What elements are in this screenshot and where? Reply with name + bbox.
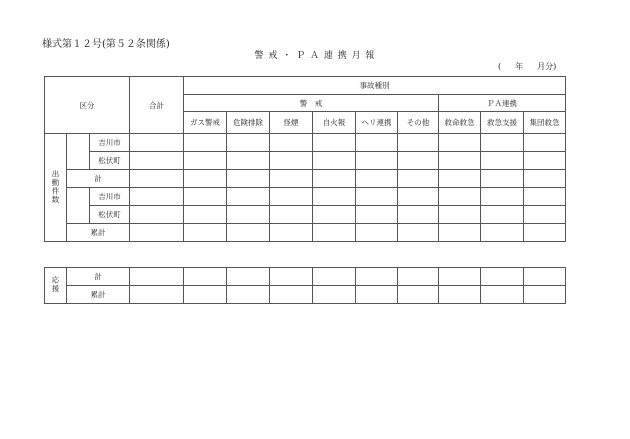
- keikai-header: 警 戒: [184, 95, 439, 112]
- form-number-label: 様式第１２号(第５２条関係): [42, 39, 170, 50]
- row-label: 吉川市: [90, 134, 130, 152]
- support-label: 応援: [45, 268, 67, 304]
- col-header-other: その他: [398, 112, 439, 134]
- document-title: 警 戒 ・ Ｐ Ａ 連 携 月 報: [254, 51, 376, 61]
- dispatch-report-table: [44, 76, 566, 242]
- group-spacer: [67, 188, 90, 224]
- cell-total[interactable]: [130, 170, 184, 188]
- period-open: (: [498, 62, 502, 71]
- period-year-label: 年: [515, 62, 524, 71]
- cell-total[interactable]: [130, 268, 184, 286]
- col-header-fire-alarm: 自火報: [313, 112, 356, 134]
- row-label: 累計: [67, 286, 130, 304]
- row-label: 松伏町: [90, 206, 130, 224]
- cell-total[interactable]: [130, 206, 184, 224]
- col-header-heli: ヘリ連携: [356, 112, 398, 134]
- col-header-ems-support: 救急支援: [481, 112, 524, 134]
- pa-renkei-header: ＰＡ連携: [439, 95, 566, 112]
- cell-total[interactable]: [130, 188, 184, 206]
- kubun-header: 区分: [45, 77, 130, 134]
- col-header-mass-casualty: 集団救急: [524, 112, 566, 134]
- row-label: 累計: [67, 224, 130, 242]
- total-header: 合計: [130, 77, 184, 134]
- group-spacer: [67, 134, 90, 170]
- row-label: 吉川市: [90, 188, 130, 206]
- row-label: 計: [67, 170, 130, 188]
- period-month-label: 月分): [537, 62, 557, 71]
- dispatch-count-label: 出動件数: [45, 134, 67, 242]
- col-header-hazard-removal: 危険排除: [227, 112, 270, 134]
- col-header-suspicious-smoke: 怪煙: [270, 112, 313, 134]
- cell-total[interactable]: [130, 152, 184, 170]
- cell-total[interactable]: [130, 134, 184, 152]
- cell-total[interactable]: [130, 286, 184, 304]
- col-header-lifesaving: 救命救急: [439, 112, 481, 134]
- support-table: [44, 267, 566, 304]
- cell-total[interactable]: [130, 224, 184, 242]
- row-label: 計: [67, 268, 130, 286]
- period-field: [498, 61, 556, 72]
- row-label: 松伏町: [90, 152, 130, 170]
- accident-type-header: 事故種別: [184, 77, 566, 95]
- col-header-gas: ガス警戒: [184, 112, 227, 134]
